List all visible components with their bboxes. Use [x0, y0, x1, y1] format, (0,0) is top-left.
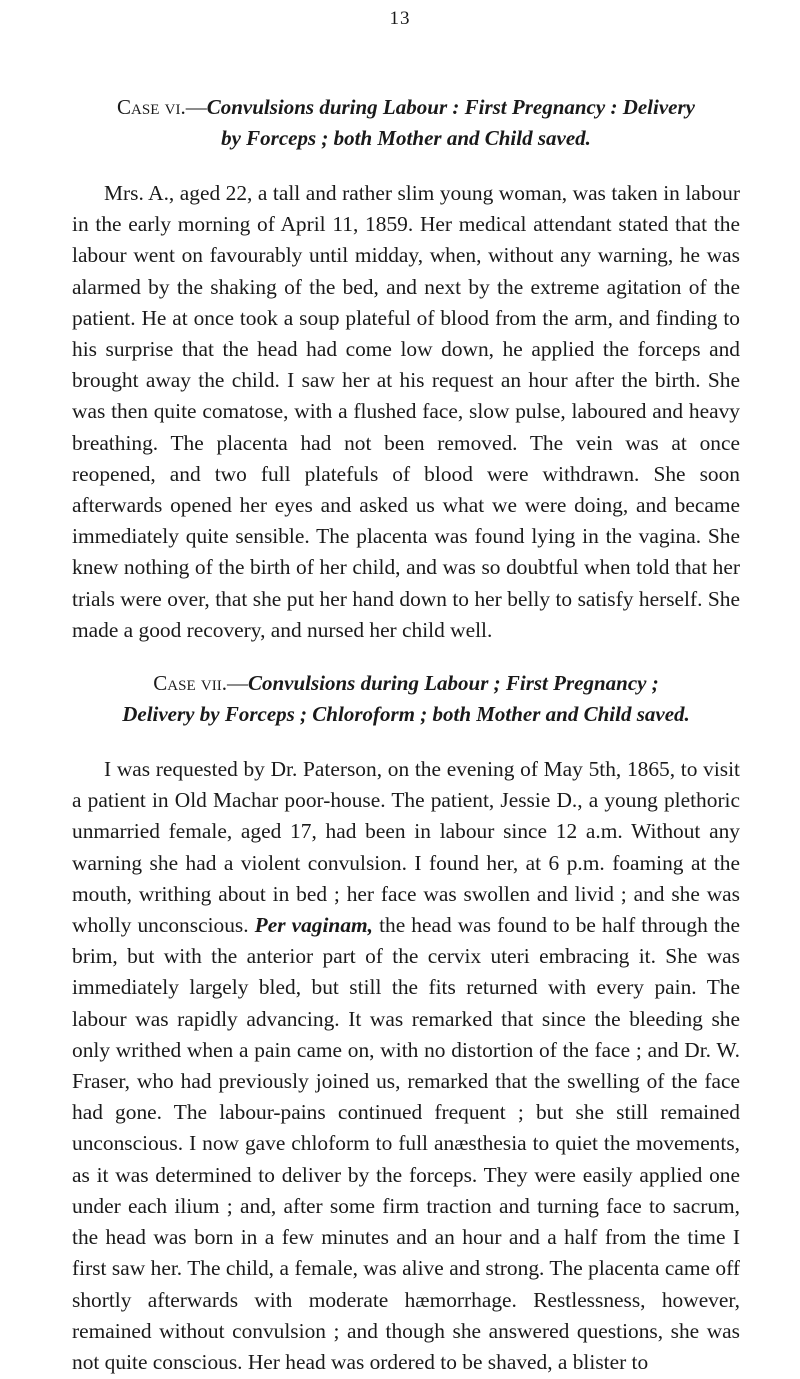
case-7-heading	[72, 668, 740, 730]
case-7-title-line1: Convulsions during Labour ; First Pregnancy ;	[247, 671, 659, 696]
case-7-title-line2: Delivery by Forceps ; Chloroform ; both Mother and Child saved.	[122, 702, 690, 727]
case-7-text-italic: Per vaginam,	[254, 913, 374, 938]
case-7-text-part2: the head was found to be half through the brim, but with the anterior part of the cervix uteri embracing it. She was immediately largely bled, but still the fits returned with every pain. The labour was rapidly advancing. It was remarked that since the bleeding she only writhed when a pain came on, with no distortion of the face ; and Dr. W. Fraser, who had previously joined us, remarked that the swelling of the face had gone. The labour-pains continued frequent ; but she still remained unconscious. I now gave chloform to full anæsthesia to quiet the movements, as it was determined to deliver by the forceps. They were easily applied one under each ilium ; and, after some firm traction and turning face to sacrum, the head was born in a few minutes and an hour and a half from the time I first saw her. The child, a female, was alive and strong. The placenta came off shortly afterwards with moderate hæmorrhage. Restlessness, however, remained without convulsion ; and though she answered questions, she was not quite conscious. Her head was ordered to be shaved, a blister to	[72, 913, 741, 1374]
case-6-dash: —	[185, 95, 207, 119]
case-6-paragraph: Mrs. A., aged 22, a tall and rather slim young woman, was taken in labour in the early morning of April 11, 1859. Her medical attendant stated that the labour went on favourably until midday, when, without any warning, he was alarmed by the shaking of the bed, and next by the extreme agitation of the patient. He at once took a soup plateful of blood from the arm, and finding to his surprise that the head had come low down, he applied the forceps and brought away the child. I saw her at his request an hour after the birth. She was then quite comatose, with a flushed face, slow pulse, laboured and heavy breathing. The placenta had not been removed. The vein was at once reopened, and two full platefuls of blood were withdrawn. She soon afterwards opened her eyes and asked us what we were doing, and became immediately quite sensible. The placenta was found lying in the vagina. She knew nothing of the birth of her child, and was so doubtful when told that her trials were over, that she put her hand down to her belly to satisfy herself. She made a good recovery, and nursed her child well.	[72, 181, 740, 642]
page-number: 13	[389, 8, 411, 29]
case-6-heading	[72, 92, 740, 154]
page-content	[72, 92, 740, 1378]
case-6-title-line2: by Forceps ; both Mother and Child saved.	[221, 126, 591, 150]
case-7-paragraph	[72, 754, 740, 1378]
case-7-text-part1: I was requested by Dr. Paterson, on the evening of May 5th, 1865, to visit a patient in Old Machar poor-house. The patient, Jessie D., a young plethoric unmarried female, aged 17, had been in labour since 12 a.m. Without any warning she had a violent convulsion. I found her, at 6 p.m. foaming at the mouth, writhing about in bed ; her face was swollen and livid ; and she was wholly unconscious.	[72, 757, 740, 938]
case-7-dash: —	[226, 671, 248, 696]
case-6-title-line1: Convulsions during Labour : First Pregnancy : Delivery	[206, 95, 695, 119]
case-7-label: Case vii.	[153, 671, 227, 696]
case-6-label: Case vi.	[117, 95, 186, 119]
